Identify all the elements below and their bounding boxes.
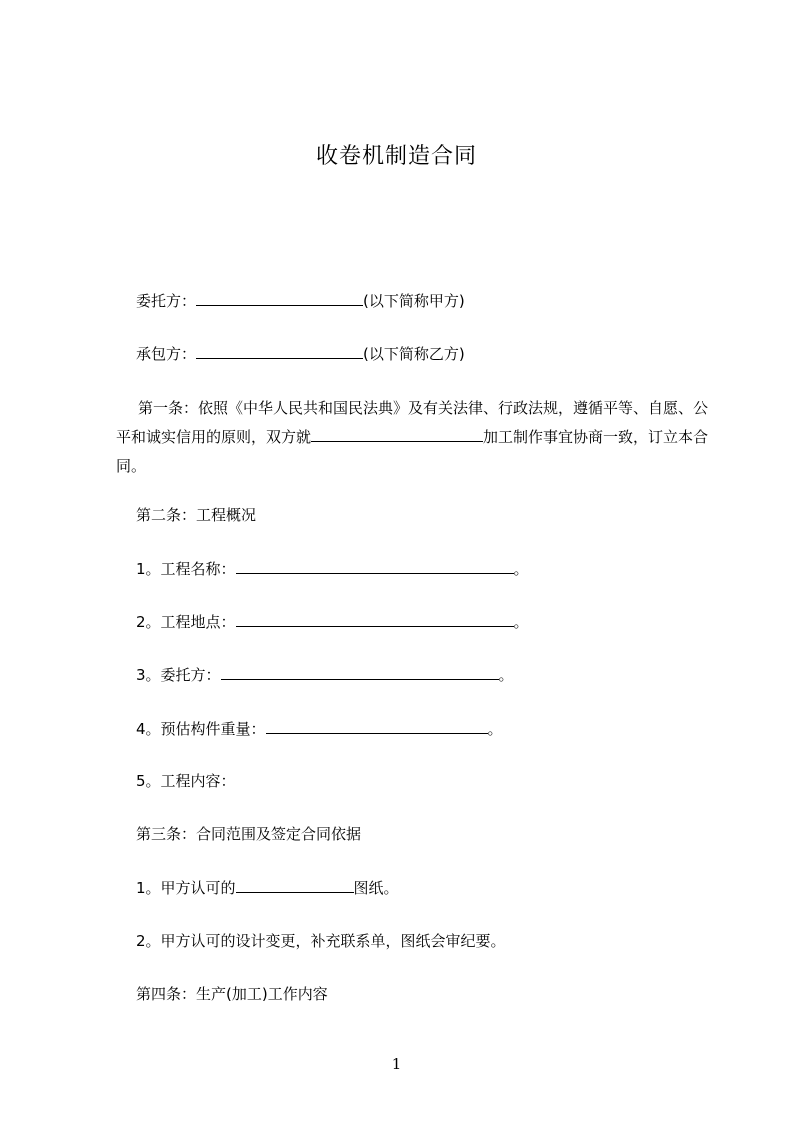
party-a-label: 委托方： [136,292,197,310]
drawings-blank[interactable] [236,877,354,893]
party-b-blank[interactable] [196,343,363,359]
drawings-suffix: 图纸。 [353,879,399,897]
article-1-blank[interactable] [311,426,483,442]
weight-line [136,718,503,739]
client-blank[interactable] [221,664,499,680]
client-label: 3。委托方： [136,666,221,684]
drawings-line [136,877,399,898]
project-name-line [136,558,529,579]
project-location-blank[interactable] [236,611,514,627]
client-line [136,664,514,685]
party-a-blank[interactable] [196,290,363,306]
article-1-text-end: 加工制作事宜协商一致，订立本合同。 [116,428,709,475]
article-4-heading: 第四条：生产(加工)工作内容 [136,985,328,1003]
party-b-suffix: (以下简称乙方) [363,345,465,363]
party-b-line [136,343,465,364]
article-1-text-start: 第一条：依照《中华人民共和国民法典》及有关法律、行政法规，遵循平等、自愿、公平和诚实信用的原则，双方就 [116,399,709,446]
party-b-label: 承包方： [136,345,197,363]
project-name-end: 。 [513,560,529,578]
weight-blank[interactable] [266,718,488,734]
project-location-label: 2。工程地点： [136,613,236,631]
client-end: 。 [498,666,514,684]
weight-end: 。 [487,720,503,738]
article-1-paragraph [116,394,716,481]
article-2-heading: 第二条：工程概况 [136,506,257,524]
project-location-end: 。 [513,613,529,631]
party-a-suffix: (以下简称甲方) [363,292,465,310]
project-name-label: 1。工程名称： [136,560,236,578]
document-title: 收卷机制造合同 [315,144,477,169]
party-a-line [136,290,465,311]
project-name-blank[interactable] [236,558,514,574]
page-number: 1 [391,1055,402,1073]
project-content-line: 5。工程内容： [136,772,236,790]
article-3-heading: 第三条：合同范围及签定合同依据 [136,825,362,843]
design-changes-line: 2。甲方认可的设计变更，补充联系单，图纸会审纪要。 [136,932,506,950]
weight-label: 4。预估构件重量： [136,720,266,738]
project-location-line [136,611,529,632]
drawings-prefix: 1。甲方认可的 [136,879,236,897]
